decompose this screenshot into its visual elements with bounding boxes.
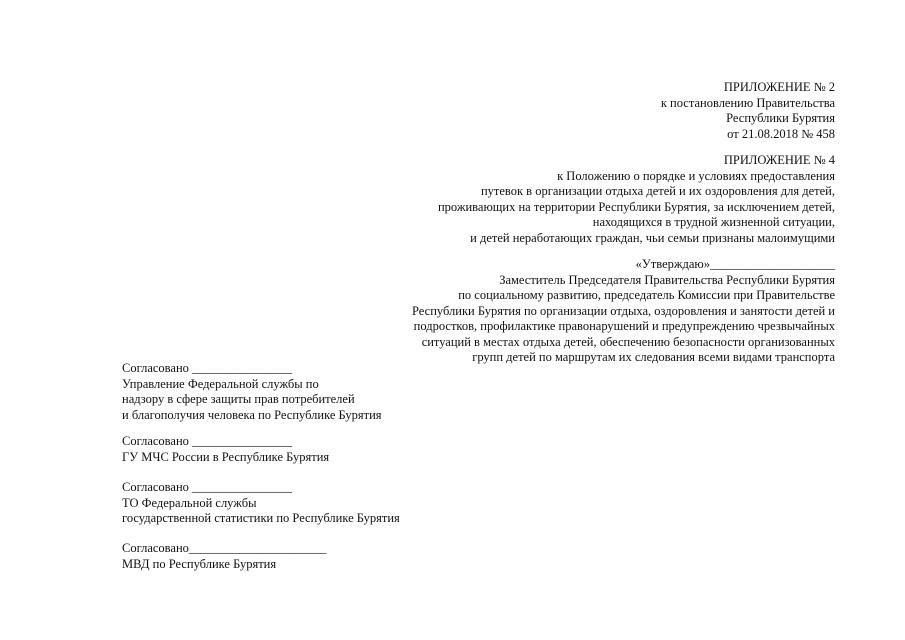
appendix-4-title: ПРИЛОЖЕНИЕ № 4 <box>723 153 835 167</box>
appendix-4-line: и детей неработающих граждан, чьи семьи признаны малоимущими <box>470 230 835 245</box>
approval-line: по социальному развитию, председатель Комиссии при Правительстве <box>458 288 835 302</box>
appendix-4-header <box>438 153 835 246</box>
appendix-4-line: к Положению о порядке и условиях предоставления <box>557 168 835 183</box>
agreement-rospotrebnadzor <box>122 361 382 423</box>
agreement-org-line: государственной статистики по Республике Бурятия <box>122 511 400 525</box>
agreement-org-line: ТО Федеральной службы <box>122 495 257 510</box>
agreement-mchs <box>122 434 329 465</box>
approval-line: подростков, профилактике правонарушений и предупреждению чрезвычайных <box>413 319 835 333</box>
agreement-statistics <box>122 480 400 527</box>
appendix-2-header <box>661 80 835 142</box>
agreement-org-line: ГУ МЧС России в Республике Бурятия <box>122 449 330 464</box>
agreement-signature-line: Согласовано______________________ <box>122 541 327 555</box>
approval-signature-line: «Утверждаю»____________________ <box>635 257 835 271</box>
approval-line: Заместитель Председателя Правительства Республики Бурятия <box>499 272 835 287</box>
agreement-mvd <box>122 541 326 572</box>
appendix-2-line: к постановлению Правительства <box>660 95 835 110</box>
appendix-2-date: от 21.08.2018 № 458 <box>727 126 835 141</box>
appendix-4-line: путевок в организации отдыха детей и их оздоровления для детей, <box>480 184 835 198</box>
appendix-4-line: находящихся в трудной жизненной ситуации, <box>592 215 835 229</box>
agreement-org-line: Управление Федеральной службы по <box>122 376 319 391</box>
agreement-signature-line: Согласовано ________________ <box>122 434 293 448</box>
approval-line: Республики Бурятия по организации отдыха, оздоровления и занятости детей и <box>412 303 835 318</box>
approval-block <box>412 257 835 366</box>
appendix-2-line: Республики Бурятия <box>726 111 835 125</box>
appendix-2-title: ПРИЛОЖЕНИЕ № 2 <box>723 80 835 94</box>
approval-line: групп детей по маршрутам их следования всеми видами транспорта <box>472 350 835 364</box>
agreement-org-line: МВД по Республике Бурятия <box>122 556 277 571</box>
agreement-signature-line: Согласовано ________________ <box>122 480 293 494</box>
approval-line: ситуаций в местах отдыха детей, обеспечению безопасности организованных <box>421 334 835 349</box>
agreement-org-line: и благополучия человека по Республике Бурятия <box>122 407 382 422</box>
agreement-signature-line: Согласовано ________________ <box>122 361 293 375</box>
appendix-4-line: проживающих на территории Республики Бурятия, за исключением детей, <box>437 199 835 214</box>
agreement-org-line: надзору в сфере защиты прав потребителей <box>122 392 355 406</box>
